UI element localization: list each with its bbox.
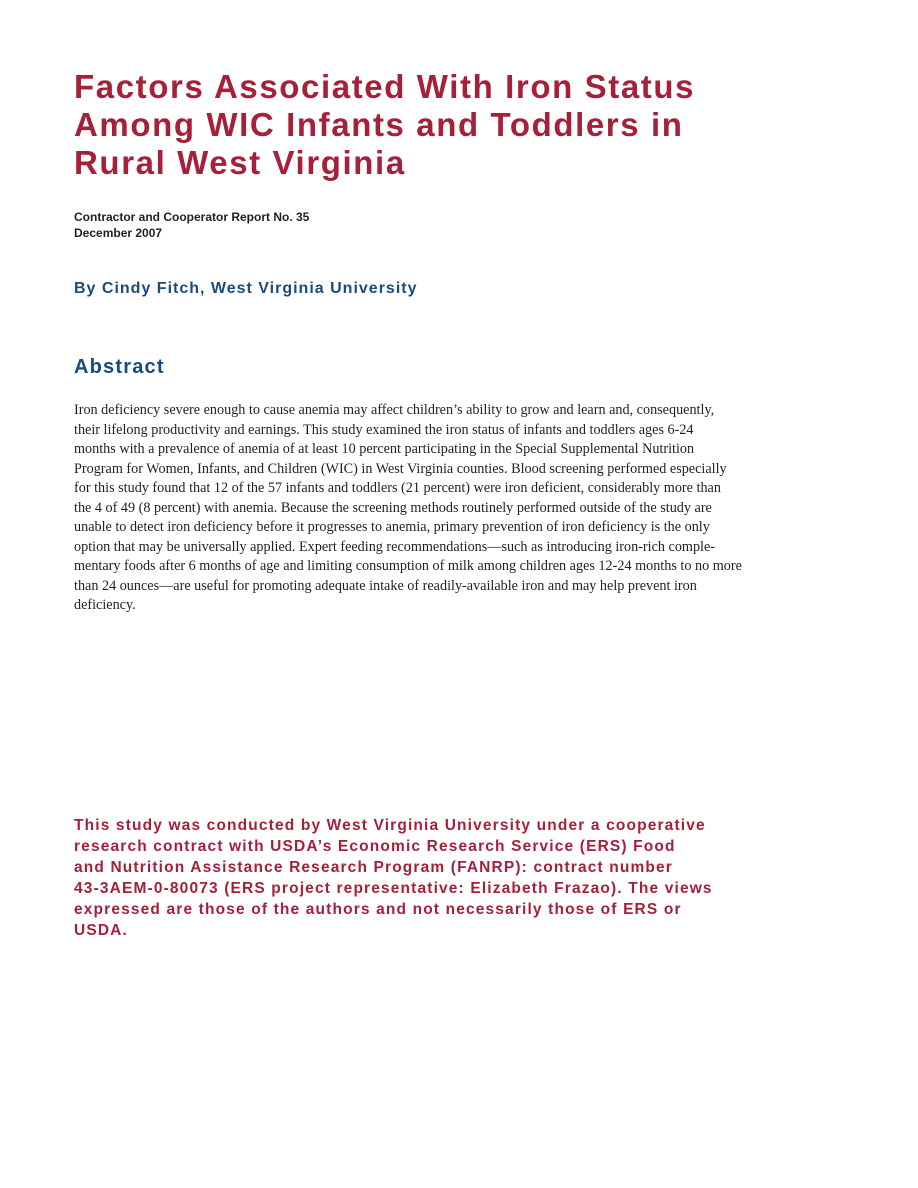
- disclaimer-line: This study was conducted by West Virginia University under a cooperative: [74, 817, 706, 834]
- abstract-line: Program for Women, Infants, and Children (WIC) in West Virginia counties. Blood screening performed especially: [74, 460, 727, 477]
- disclaimer-line: expressed are those of the authors and not necessarily those of ERS or: [74, 901, 682, 918]
- abstract-line: for this study found that 12 of the 57 infants and toddlers (21 percent) were iron deficient, considerably more than: [74, 480, 721, 496]
- abstract-line: option that may be universally applied. Expert feeding recommendations—such as introducing iron-rich comple-: [74, 538, 716, 555]
- abstract-line: their lifelong productivity and earnings. This study examined the iron status of infants and toddlers ages 6-24: [74, 421, 694, 438]
- abstract-body: [74, 401, 846, 616]
- abstract-heading: Abstract: [74, 356, 165, 378]
- disclaimer-line: 43-3AEM-0-80073 (ERS project representative: Elizabeth Frazao). The views: [74, 880, 713, 897]
- disclaimer-line: research contract with USDA’s Economic Research Service (ERS) Food: [74, 838, 676, 855]
- disclaimer-line: USDA.: [74, 922, 128, 939]
- abstract-line: unable to detect iron deficiency before it progresses to anemia, primary prevention of iron deficiency is the only: [74, 519, 710, 535]
- report-title-line: Factors Associated With Iron Status: [74, 68, 696, 105]
- report-title-line: Rural West Virginia: [74, 144, 406, 181]
- abstract-line: deficiency.: [74, 597, 136, 613]
- disclaimer-note: [74, 815, 864, 941]
- report-title-line: Among WIC Infants and Toddlers in: [74, 106, 684, 143]
- abstract-line: the 4 of 49 (8 percent) with anemia. Because the screening methods routinely performed outside of the study are: [74, 499, 712, 516]
- report-meta: [74, 209, 309, 241]
- report-date: December 2007: [74, 226, 163, 240]
- disclaimer-line: and Nutrition Assistance Research Program (FANRP): contract number: [74, 859, 673, 876]
- report-title: [74, 68, 854, 182]
- abstract-line: months with a prevalence of anemia of at least 10 percent participating in the Special Supplemental Nutrition: [74, 441, 695, 457]
- abstract-line: Iron deficiency severe enough to cause anemia may affect children’s ability to grow and learn and, consequently,: [74, 402, 715, 418]
- abstract-line: than 24 ounces—are useful for promoting adequate intake of readily-available iron and may help prevent iron: [74, 577, 697, 594]
- report-series: Contractor and Cooperator Report No. 35: [74, 210, 310, 224]
- author-byline: By Cindy Fitch, West Virginia University: [74, 280, 418, 297]
- abstract-line: mentary foods after 6 months of age and limiting consumption of milk among children ages 12-24 months to no more: [74, 558, 742, 574]
